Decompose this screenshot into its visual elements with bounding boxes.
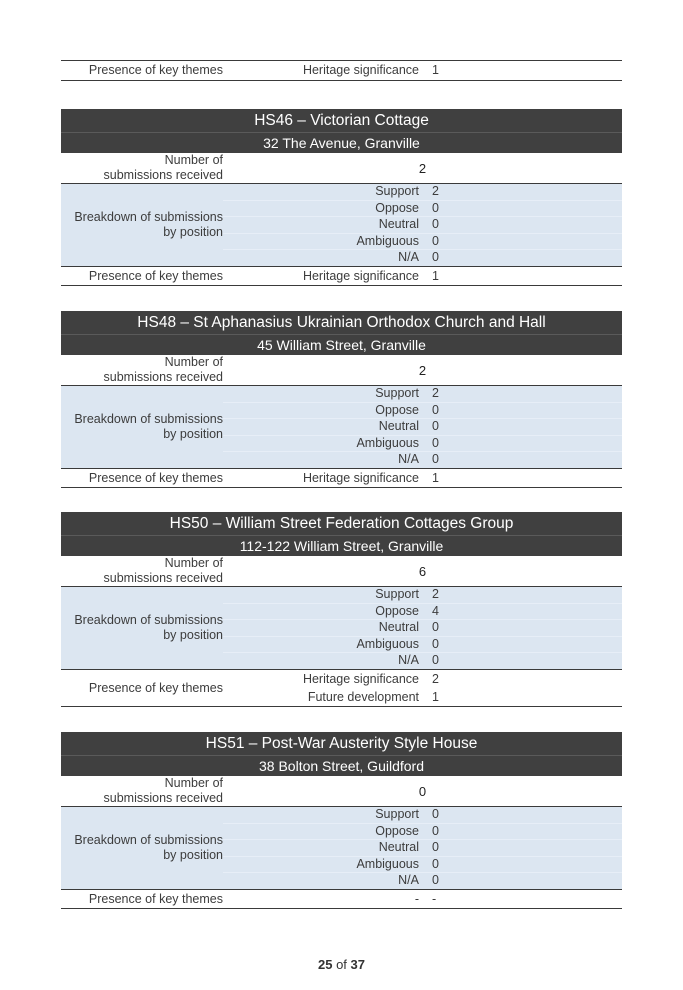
breakdown-item [223, 604, 622, 621]
position-count: 0 [432, 200, 439, 215]
breakdown-label-line1: Breakdown of submissions [74, 612, 223, 627]
count-label [61, 355, 223, 385]
site-title: HS50 – William Street Federation Cottages Group [61, 512, 622, 535]
position-name: Support [375, 386, 419, 400]
theme-item [223, 267, 622, 285]
breakdown-label [61, 587, 223, 669]
position-count: 4 [432, 603, 439, 618]
breakdown-item [223, 873, 622, 889]
position-count: 0 [432, 402, 439, 417]
position-count: 0 [432, 856, 439, 871]
breakdown-row [61, 587, 622, 670]
position-name: N/A [398, 873, 419, 888]
submission-count: 2 [418, 362, 427, 378]
page-of: of [336, 957, 347, 972]
breakdown-row [61, 184, 622, 267]
breakdown-item [223, 840, 622, 857]
breakdown-label-line1: Breakdown of submissions [74, 411, 223, 426]
breakdown-label-line2: by position [163, 224, 223, 239]
position-name: Support [375, 184, 419, 198]
themes-row [61, 61, 622, 81]
themes-values [223, 670, 622, 706]
site-address: 45 William Street, Granville [61, 334, 622, 355]
breakdown-item [223, 436, 622, 453]
position-count: 2 [432, 184, 439, 198]
theme-name: Heritage significance [302, 268, 419, 283]
count-label-line2: submissions received [103, 571, 223, 585]
count-label-line2: submissions received [103, 791, 223, 805]
breakdown-item [223, 807, 622, 824]
breakdown-item [223, 403, 622, 420]
themes-values [223, 469, 622, 487]
position-name: N/A [398, 250, 419, 265]
breakdown-item [223, 234, 622, 251]
breakdown-values [223, 807, 622, 889]
submission-count: 2 [418, 160, 427, 176]
theme-count: 1 [432, 689, 439, 704]
breakdown-values [223, 386, 622, 468]
count-label-line2: submissions received [103, 168, 223, 182]
position-count: 0 [432, 840, 439, 855]
breakdown-label-line2: by position [163, 627, 223, 642]
theme-count: 1 [432, 63, 439, 77]
position-name: Neutral [378, 419, 419, 434]
breakdown-item [223, 386, 622, 403]
site-table [61, 311, 622, 488]
position-count: 0 [432, 636, 439, 651]
position-name: N/A [398, 452, 419, 467]
page-footer [0, 957, 683, 972]
breakdown-item [223, 653, 622, 669]
current-page: 25 [317, 957, 333, 972]
theme-item [223, 670, 622, 688]
site-title: HS51 – Post-War Austerity Style House [61, 732, 622, 755]
position-count: 0 [432, 452, 439, 467]
submission-count-row [61, 556, 622, 587]
position-count: 0 [432, 419, 439, 434]
submission-count: 0 [418, 783, 427, 799]
position-count: 0 [432, 435, 439, 450]
breakdown-label [61, 386, 223, 468]
breakdown-item [223, 620, 622, 637]
position-count: 0 [432, 250, 439, 265]
site-address: 32 The Avenue, Granville [61, 132, 622, 153]
submission-count: 6 [418, 563, 427, 579]
position-name: Support [375, 587, 419, 601]
breakdown-values [223, 587, 622, 669]
breakdown-label-line2: by position [163, 847, 223, 862]
position-name: Ambiguous [356, 435, 419, 450]
breakdown-item [223, 217, 622, 234]
themes-row [61, 267, 622, 286]
position-name: Ambiguous [356, 856, 419, 871]
position-name: Oppose [375, 402, 419, 417]
position-name: Neutral [378, 217, 419, 232]
breakdown-label [61, 807, 223, 889]
theme-count: 1 [432, 268, 439, 283]
position-name: Ambiguous [356, 233, 419, 248]
position-count: 2 [432, 386, 439, 400]
themes-row [61, 670, 622, 707]
position-name: Neutral [378, 840, 419, 855]
breakdown-row [61, 807, 622, 890]
themes-label: Presence of key themes [88, 63, 223, 77]
site-table [61, 109, 622, 286]
total-pages: 37 [350, 957, 366, 972]
theme-name: Heritage significance [302, 671, 419, 686]
breakdown-row [61, 386, 622, 469]
position-name: Oppose [375, 823, 419, 838]
position-name: Support [375, 807, 419, 821]
position-count: 0 [432, 873, 439, 888]
themes-label: Presence of key themes [88, 891, 223, 906]
breakdown-item [223, 419, 622, 436]
position-name: Oppose [375, 603, 419, 618]
breakdown-item [223, 452, 622, 468]
theme-name: Heritage significance [302, 470, 419, 485]
position-count: 0 [432, 823, 439, 838]
site-address: 112-122 William Street, Granville [61, 535, 622, 556]
theme-item [223, 469, 622, 487]
themes-label: Presence of key themes [88, 680, 223, 695]
theme-item [223, 890, 622, 908]
site-title: HS48 – St Aphanasius Ukrainian Orthodox Church and Hall [61, 311, 622, 334]
theme-count: - [432, 891, 437, 906]
theme-count: 2 [432, 671, 439, 686]
theme-name: Future development [307, 689, 419, 704]
breakdown-item [223, 201, 622, 218]
breakdown-label [61, 184, 223, 266]
count-label-line2: submissions received [103, 370, 223, 384]
breakdown-values [223, 184, 622, 266]
themes-values [223, 61, 622, 80]
count-label-line1: Number of [164, 153, 223, 167]
themes-row [61, 890, 622, 909]
site-address: 38 Bolton Street, Guildford [61, 755, 622, 776]
position-name: Neutral [378, 620, 419, 635]
position-count: 0 [432, 233, 439, 248]
theme-name: Heritage significance [302, 63, 419, 77]
position-count: 0 [432, 807, 439, 821]
count-label-line1: Number of [164, 355, 223, 369]
breakdown-label-line1: Breakdown of submissions [74, 209, 223, 224]
breakdown-item [223, 587, 622, 604]
theme-name: - [414, 891, 419, 906]
site-table [61, 732, 622, 909]
count-label-line1: Number of [164, 556, 223, 570]
breakdown-item [223, 824, 622, 841]
position-name: Oppose [375, 200, 419, 215]
site-table [61, 512, 622, 707]
count-label [61, 556, 223, 586]
themes-label: Presence of key themes [88, 268, 223, 283]
breakdown-item [223, 637, 622, 654]
breakdown-label-line2: by position [163, 426, 223, 441]
submission-count-row [61, 776, 622, 807]
breakdown-item [223, 857, 622, 874]
site-title: HS46 – Victorian Cottage [61, 109, 622, 132]
position-name: Ambiguous [356, 636, 419, 651]
themes-row [61, 469, 622, 488]
submission-count-row [61, 355, 622, 386]
breakdown-item [223, 184, 622, 201]
position-count: 0 [432, 620, 439, 635]
breakdown-item [223, 250, 622, 266]
position-count: 2 [432, 587, 439, 601]
themes-label: Presence of key themes [88, 470, 223, 485]
submission-count-row [61, 153, 622, 184]
previous-table-remnant [61, 60, 622, 81]
position-count: 0 [432, 653, 439, 668]
themes-values [223, 267, 622, 285]
theme-item [223, 688, 622, 706]
breakdown-label-line1: Breakdown of submissions [74, 832, 223, 847]
count-label [61, 776, 223, 806]
position-count: 0 [432, 217, 439, 232]
count-label-line1: Number of [164, 776, 223, 790]
count-label [61, 153, 223, 183]
position-name: N/A [398, 653, 419, 668]
themes-values [223, 890, 622, 908]
theme-count: 1 [432, 470, 439, 485]
